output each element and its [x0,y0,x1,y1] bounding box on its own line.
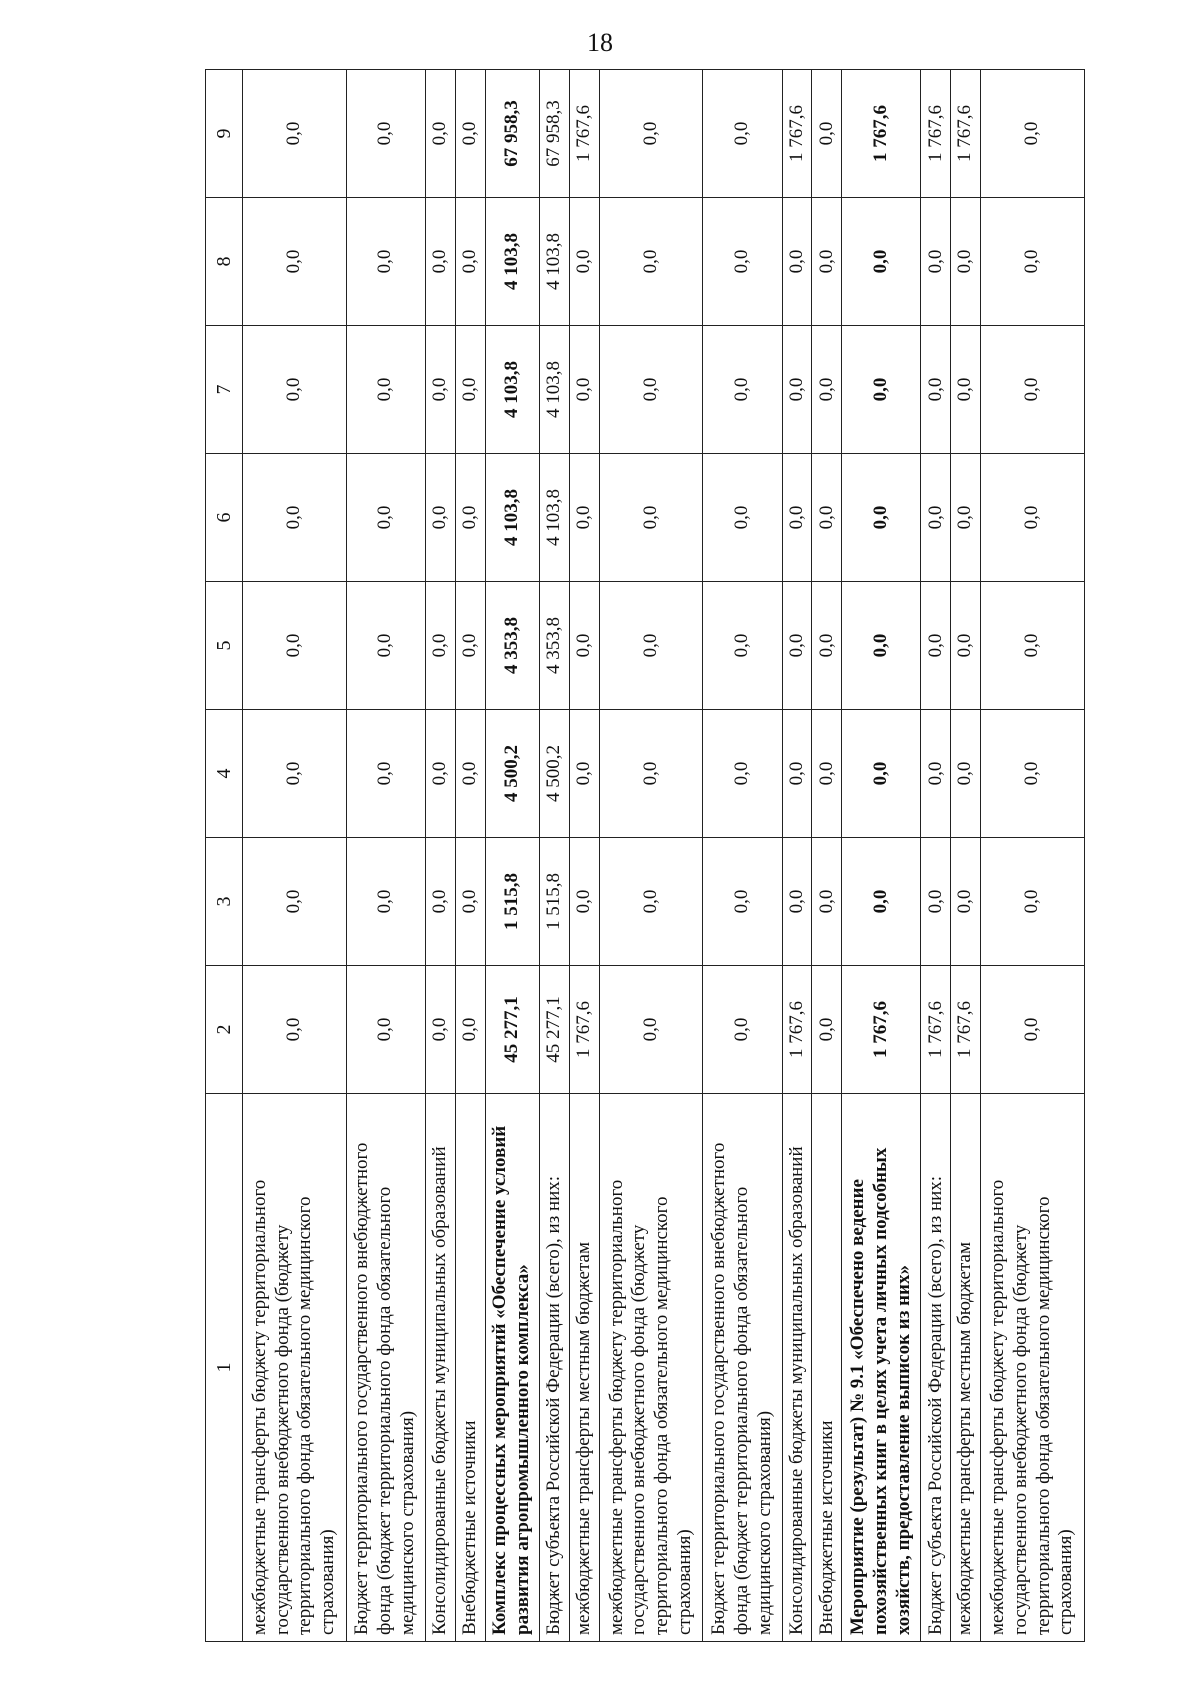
value-cell: 0,0 [599,454,703,582]
value-cell: 0,0 [981,838,1085,966]
table-row [703,70,782,1642]
value-cell: 1 767,6 [569,966,599,1094]
budget-table [205,69,1085,1642]
value-cell: 0,0 [951,710,981,838]
value-cell: 0,0 [346,70,425,198]
table-row [951,70,981,1642]
value-cell: 0,0 [455,710,485,838]
value-cell: 0,0 [981,710,1085,838]
value-cell: 4 103,8 [485,454,539,582]
column-header: 9 [206,70,243,198]
value-cell: 0,0 [782,454,812,582]
value-cell: 0,0 [951,454,981,582]
value-cell: 0,0 [425,582,455,710]
value-cell: 0,0 [812,710,842,838]
table-body [243,70,1085,1642]
value-cell: 0,0 [455,838,485,966]
row-label: Внебюджетные источники [455,1094,485,1642]
value-cell: 0,0 [921,582,951,710]
row-label: межбюджетные трансферты местным бюджетам [569,1094,599,1642]
value-cell: 1 767,6 [782,70,812,198]
value-cell: 67 958,3 [540,70,570,198]
value-cell: 0,0 [842,838,921,966]
value-cell: 0,0 [981,326,1085,454]
value-cell: 0,0 [981,454,1085,582]
value-cell: 0,0 [569,198,599,326]
row-label: Комплекс процессных мероприятий «Обеспечение условий развития агропромышленного комплекса» [485,1094,539,1642]
value-cell: 0,0 [703,326,782,454]
value-cell: 0,0 [951,582,981,710]
value-cell: 0,0 [243,966,347,1094]
value-cell: 0,0 [842,710,921,838]
value-cell: 0,0 [243,198,347,326]
value-cell: 1 515,8 [540,838,570,966]
value-cell: 0,0 [243,838,347,966]
value-cell: 0,0 [842,454,921,582]
value-cell: 0,0 [569,326,599,454]
value-cell: 0,0 [951,838,981,966]
value-cell: 0,0 [842,582,921,710]
table-row [346,70,425,1642]
table-row [569,70,599,1642]
value-cell: 0,0 [346,966,425,1094]
column-header: 3 [206,838,243,966]
value-cell: 0,0 [599,838,703,966]
value-cell: 0,0 [346,326,425,454]
value-cell: 0,0 [599,198,703,326]
table-row [842,70,921,1642]
value-cell: 0,0 [921,838,951,966]
row-label: Бюджет субъекта Российской Федерации (всего), из них: [540,1094,570,1642]
value-cell: 4 103,8 [540,198,570,326]
value-cell: 0,0 [921,454,951,582]
table-row [455,70,485,1642]
value-cell: 0,0 [599,710,703,838]
value-cell: 0,0 [455,326,485,454]
page-number: 18 [587,28,613,57]
value-cell: 0,0 [243,710,347,838]
row-label: Консолидированные бюджеты муниципальных образований [425,1094,455,1642]
row-label: межбюджетные трансферты бюджету территориального государственного внебюджетного фонда (бюджету территориального фонда обязательного медицинского страхования) [981,1094,1085,1642]
value-cell: 0,0 [569,838,599,966]
value-cell: 0,0 [782,710,812,838]
value-cell: 4 353,8 [485,582,539,710]
value-cell: 0,0 [346,198,425,326]
column-header: 6 [206,454,243,582]
value-cell: 0,0 [243,70,347,198]
table-row [599,70,703,1642]
value-cell: 0,0 [782,582,812,710]
value-cell: 0,0 [951,326,981,454]
value-cell: 0,0 [703,966,782,1094]
row-label: межбюджетные трансферты местным бюджетам [951,1094,981,1642]
value-cell: 0,0 [703,454,782,582]
value-cell: 0,0 [346,582,425,710]
value-cell: 0,0 [455,454,485,582]
header-row [206,70,243,1642]
value-cell: 0,0 [243,454,347,582]
value-cell: 0,0 [569,454,599,582]
value-cell: 0,0 [425,710,455,838]
column-header: 5 [206,582,243,710]
column-header: 4 [206,710,243,838]
value-cell: 0,0 [703,710,782,838]
value-cell: 0,0 [842,198,921,326]
value-cell: 0,0 [599,582,703,710]
value-cell: 0,0 [812,326,842,454]
value-cell: 0,0 [455,70,485,198]
value-cell: 0,0 [455,582,485,710]
row-label: межбюджетные трансферты бюджету территориального государственного внебюджетного фонда (бюджету территориального фонда обязательного медицинского страхования) [599,1094,703,1642]
row-label: Внебюджетные источники [812,1094,842,1642]
value-cell: 4 500,2 [485,710,539,838]
value-cell: 0,0 [812,582,842,710]
row-label: Мероприятие (результат) № 9.1 «Обеспечено ведение похозяйственных книг в целях учета личных подсобных хозяйств, предоставление выписок из них» [842,1094,921,1642]
value-cell: 0,0 [346,454,425,582]
value-cell: 0,0 [812,454,842,582]
rotated-table-container [205,70,1085,1642]
value-cell: 45 277,1 [485,966,539,1094]
value-cell: 4 103,8 [485,326,539,454]
value-cell: 0,0 [425,966,455,1094]
value-cell: 0,0 [703,70,782,198]
value-cell: 1 767,6 [951,966,981,1094]
value-cell: 0,0 [782,838,812,966]
value-cell: 1 767,6 [921,70,951,198]
value-cell: 0,0 [703,198,782,326]
table-row [425,70,455,1642]
value-cell: 4 103,8 [540,326,570,454]
value-cell: 0,0 [425,838,455,966]
table-row [782,70,812,1642]
table-row [981,70,1085,1642]
value-cell: 0,0 [425,198,455,326]
value-cell: 45 277,1 [540,966,570,1094]
value-cell: 4 103,8 [485,198,539,326]
table-row [243,70,347,1642]
value-cell: 4 353,8 [540,582,570,710]
value-cell: 0,0 [812,70,842,198]
row-label: Бюджет субъекта Российской Федерации (всего), из них: [921,1094,951,1642]
value-cell: 1 767,6 [951,70,981,198]
value-cell: 0,0 [981,70,1085,198]
value-cell: 0,0 [425,326,455,454]
value-cell: 0,0 [921,710,951,838]
value-cell: 0,0 [455,966,485,1094]
value-cell: 67 958,3 [485,70,539,198]
value-cell: 0,0 [812,966,842,1094]
value-cell: 0,0 [782,326,812,454]
table-row [485,70,539,1642]
value-cell: 1 767,6 [842,70,921,198]
value-cell: 0,0 [703,582,782,710]
value-cell: 0,0 [842,326,921,454]
value-cell: 1 767,6 [921,966,951,1094]
value-cell: 1 515,8 [485,838,539,966]
row-label: Консолидированные бюджеты муниципальных образований [782,1094,812,1642]
row-label: Бюджет территориального государственного внебюджетного фонда (бюджет территориального фонда обязательного медицинского страхования) [346,1094,425,1642]
value-cell: 0,0 [346,710,425,838]
value-cell: 0,0 [951,198,981,326]
value-cell: 0,0 [599,966,703,1094]
value-cell: 0,0 [981,582,1085,710]
column-header: 7 [206,326,243,454]
value-cell: 0,0 [812,838,842,966]
value-cell: 0,0 [981,966,1085,1094]
value-cell: 0,0 [981,198,1085,326]
value-cell: 0,0 [243,326,347,454]
value-cell: 0,0 [243,582,347,710]
value-cell: 4 103,8 [540,454,570,582]
value-cell: 0,0 [569,582,599,710]
value-cell: 0,0 [921,198,951,326]
value-cell: 1 767,6 [569,70,599,198]
table-row [540,70,570,1642]
value-cell: 0,0 [569,710,599,838]
value-cell: 0,0 [455,198,485,326]
column-header: 8 [206,198,243,326]
value-cell: 0,0 [425,70,455,198]
value-cell: 0,0 [425,454,455,582]
row-label: межбюджетные трансферты бюджету территориального государственного внебюджетного фонда (бюджету территориального фонда обязательного медицинского страхования) [243,1094,347,1642]
value-cell: 1 767,6 [842,966,921,1094]
table-row [921,70,951,1642]
value-cell: 1 767,6 [782,966,812,1094]
value-cell: 0,0 [812,198,842,326]
value-cell: 4 500,2 [540,710,570,838]
column-header: 2 [206,966,243,1094]
value-cell: 0,0 [599,326,703,454]
row-label: Бюджет территориального государственного внебюджетного фонда (бюджет территориального фонда обязательного медицинского страхования) [703,1094,782,1642]
column-header: 1 [206,1094,243,1642]
table-row [812,70,842,1642]
value-cell: 0,0 [346,838,425,966]
value-cell: 0,0 [599,70,703,198]
value-cell: 0,0 [921,326,951,454]
value-cell: 0,0 [782,198,812,326]
value-cell: 0,0 [703,838,782,966]
